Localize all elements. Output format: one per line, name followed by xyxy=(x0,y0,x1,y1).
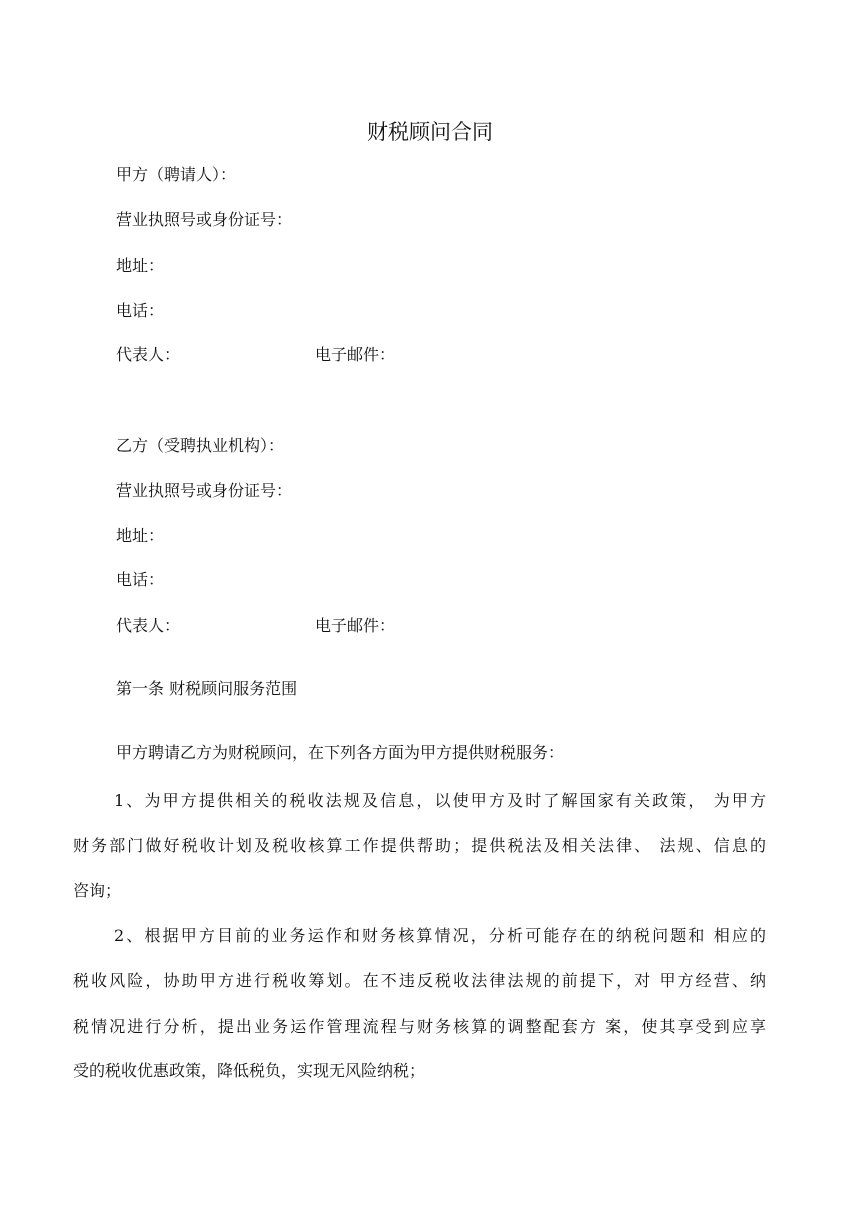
party-a-email-label: 电子邮件： xyxy=(315,345,396,364)
item-1-line-2: 财务部门做好税收计划及税收核算工作提供帮助；提供税法及相关法律、 法规、信息的 xyxy=(73,836,766,855)
party-b-heading: 乙方（受聘执业机构）： xyxy=(116,436,285,455)
party-a-address-label: 地址： xyxy=(116,256,165,275)
item-2-line-2: 税收风险，协助甲方进行税收筹划。在不违反税收法律法规的前提下，对 甲方经营、纳 xyxy=(73,971,766,990)
article-1-intro: 甲方聘请乙方为财税顾问，在下列各方面为甲方提供财税服务： xyxy=(116,743,565,762)
party-a-phone-label: 电话： xyxy=(116,301,165,320)
contract-title: 财税顾问合同 xyxy=(367,120,493,144)
party-a-heading: 甲方（聘请人）： xyxy=(116,165,237,184)
party-b-rep-label: 代表人： xyxy=(116,616,181,635)
item-2-line-4: 受的税收优惠政策，降低税负，实现无风险纳税； xyxy=(73,1061,426,1080)
item-1-line-1: 1、为甲方提供相关的税收法规及信息，以使甲方及时了解国家有关政策， 为甲方 xyxy=(114,791,766,810)
item-1-line-3: 咨询； xyxy=(73,881,122,900)
article-1-heading: 第一条 财税顾问服务范围 xyxy=(116,679,298,698)
party-b-address-label: 地址： xyxy=(116,526,165,545)
party-b-email-label: 电子邮件： xyxy=(315,616,396,635)
party-b-license-label: 营业执照号或身份证号： xyxy=(116,481,293,500)
party-b-phone-label: 电话： xyxy=(116,570,165,589)
party-a-license-label: 营业执照号或身份证号： xyxy=(116,210,293,229)
party-a-rep-label: 代表人： xyxy=(116,345,181,364)
item-2-line-1: 2、根据甲方目前的业务运作和财务核算情况，分析可能存在的纳税问题和 相应的 xyxy=(114,926,766,945)
item-2-line-3: 税情况进行分析，提出业务运作管理流程与财务核算的调整配套方 案，使其享受到应享 xyxy=(73,1017,766,1036)
